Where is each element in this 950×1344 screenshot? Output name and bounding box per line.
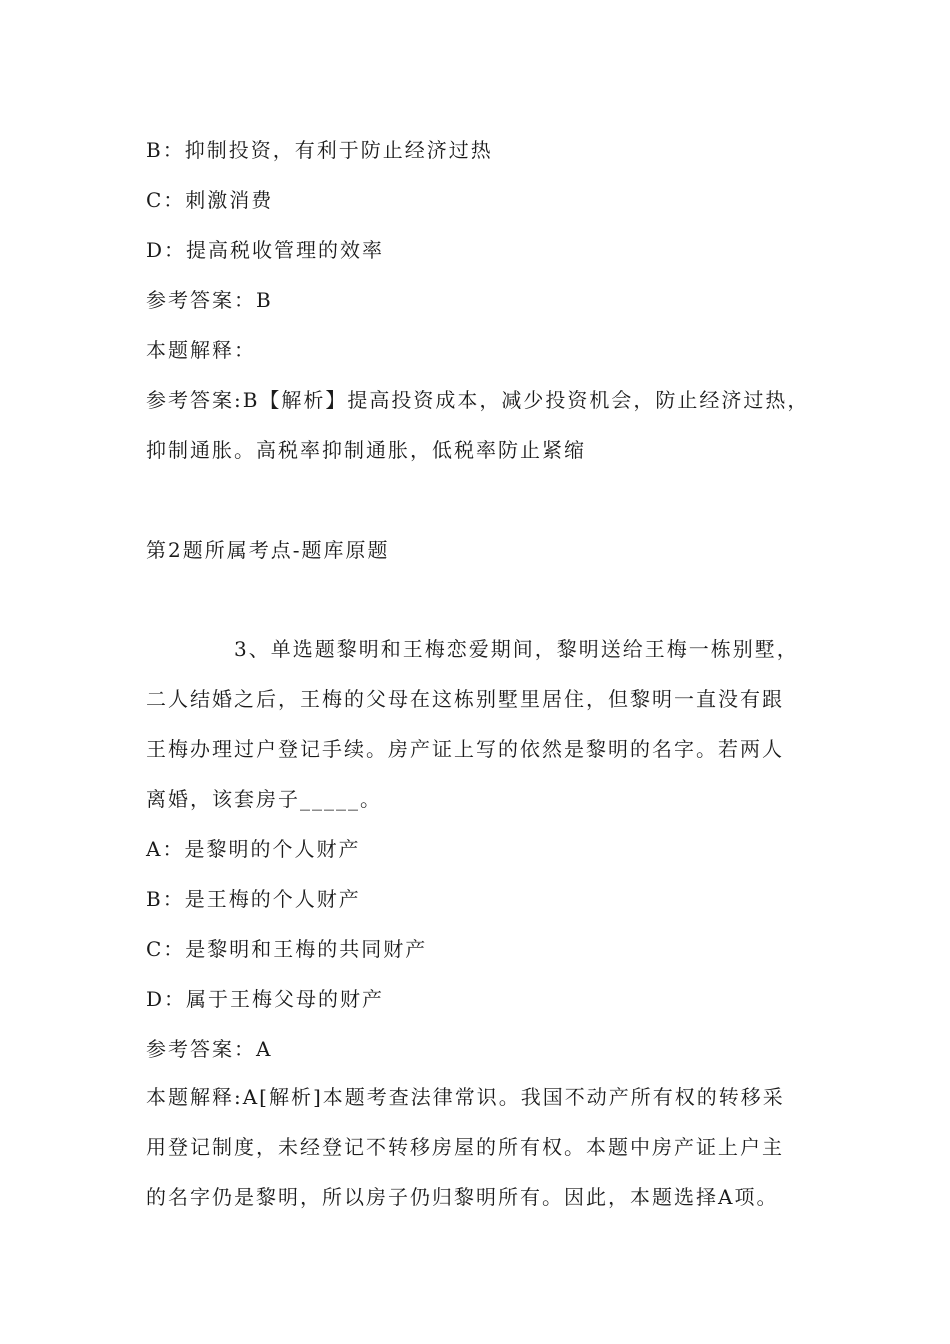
q1-explanation-label: 本题解释：	[146, 338, 256, 362]
q3-stem-line: 二人结婚之后，王梅的父母在这栋别墅里居住，但黎明一直没有跟	[146, 687, 784, 711]
q1-option-d: D：提高税收管理的效率	[146, 238, 385, 262]
q3-option-c: C：是黎明和王梅的共同财产	[146, 937, 428, 961]
q3-option-b: B：是王梅的个人财产	[146, 887, 361, 911]
q3-stem-line: 离婚，该套房子_____。	[146, 787, 382, 811]
q1-answer: 参考答案：B	[146, 288, 273, 312]
q1-option-b: B：抑制投资，有利于防止经济过热	[146, 138, 493, 162]
q3-option-a: A：是黎明的个人财产	[146, 837, 361, 861]
q3-option-d: D：属于王梅父母的财产	[146, 987, 385, 1011]
q3-answer: 参考答案：A	[146, 1037, 273, 1061]
q1-explanation-line: 抑制通胀。高税率抑制通胀，低税率防止紧缩	[146, 438, 586, 462]
q3-stem-line: 3、单选题黎明和王梅恋爱期间，黎明送给王梅一栋别墅，	[234, 637, 799, 661]
q1-option-c: C：刺激消费	[146, 188, 274, 212]
q2-topic: 第2题所属考点-题库原题	[146, 538, 390, 562]
q3-explanation-line: 用登记制度，未经登记不转移房屋的所有权。本题中房产证上户主	[146, 1135, 784, 1159]
q3-explanation-line: 的名字仍是黎明，所以房子仍归黎明所有。因此，本题选择A项。	[146, 1185, 779, 1209]
q3-stem-line: 王梅办理过户登记手续。房产证上写的依然是黎明的名字。若两人	[146, 737, 784, 761]
q3-explanation-line: 本题解释:A[解析]本题考查法律常识。我国不动产所有权的转移采	[146, 1085, 785, 1109]
q1-explanation-line: 参考答案:B【解析】提高投资成本，减少投资机会，防止经济过热，	[146, 388, 810, 412]
